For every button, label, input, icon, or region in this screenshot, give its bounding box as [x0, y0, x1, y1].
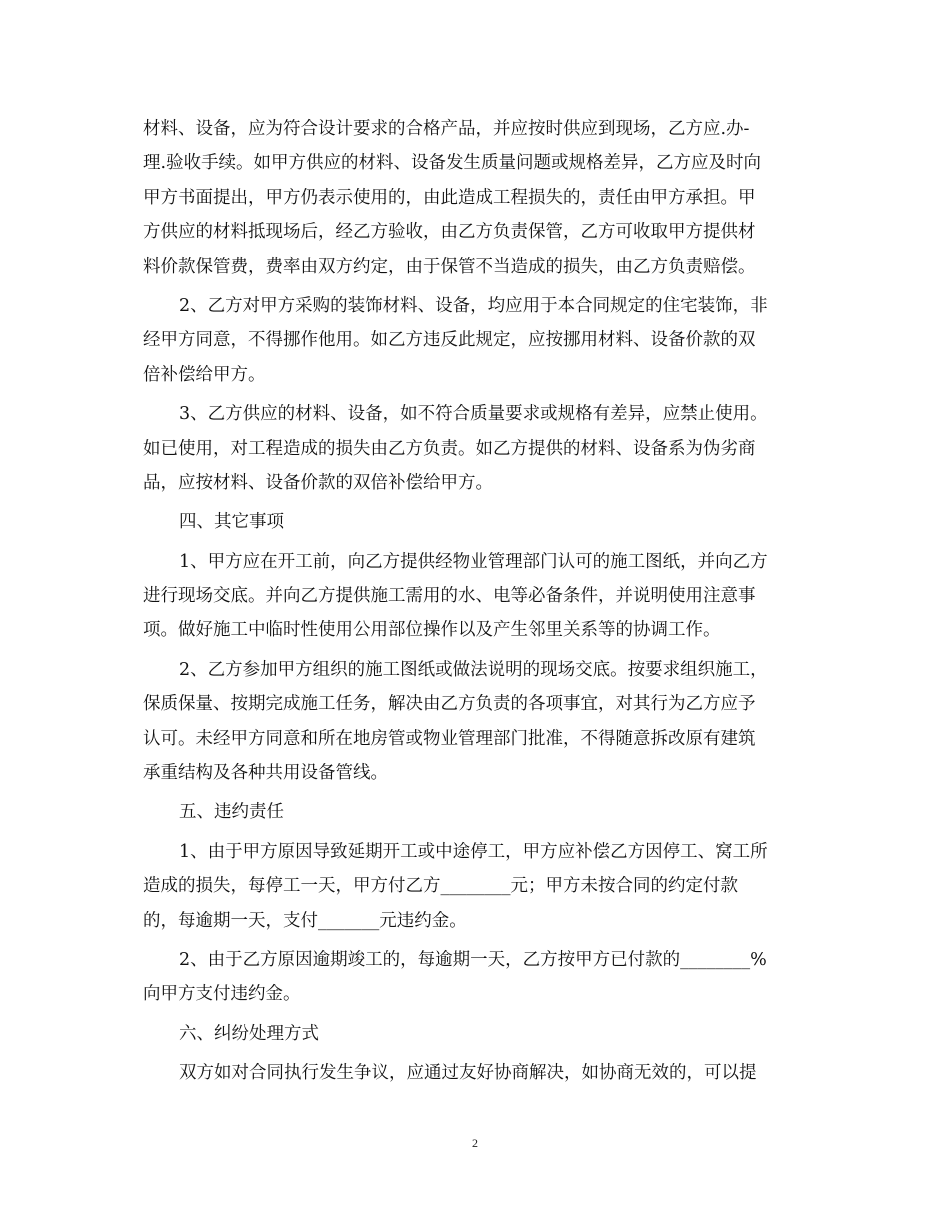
- text-line: 方供应的材料抵现场后，经乙方验收，由乙方负责保管，乙方可收取甲方提供材: [143, 222, 756, 243]
- page-number: 2: [472, 1136, 478, 1150]
- text-line: 向甲方支付违约金。: [143, 984, 301, 1005]
- paragraph-start-line: 1、甲方应在开工前，向乙方提供经物业管理部门认可的施工图纸，并向乙方: [179, 551, 768, 572]
- paragraph-start-line: 2、乙方参加甲方组织的施工图纸或做法说明的现场交底。按要求组织施工，: [179, 659, 768, 680]
- text-line: 甲方书面提出，甲方仍表示使用的，由此造成工程损失的，责任由甲方承担。甲: [143, 187, 756, 208]
- section-heading: 五、违约责任: [179, 802, 284, 823]
- paragraph-start-line: 双方如对合同执行发生争议，应通过友好协商解决，如协商无效的，可以提: [179, 1063, 757, 1084]
- document-body: [143, 112, 811, 1091]
- paragraph-start-line: 3、乙方供应的材料、设备，如不符合质量要求或规格有差异，应禁止使用。: [179, 404, 768, 425]
- paragraph-start-line: 2、乙方对甲方采购的装饰材料、设备，均应用于本合同规定的住宅装饰，非: [179, 295, 768, 316]
- text-line: 如已使用，对工程造成的损失由乙方负责。如乙方提供的材料、设备系为伪劣商: [143, 438, 756, 459]
- paragraph-start-line: 2、由于乙方原因逾期竣工的，每逾期一天，乙方按甲方已付款的________%: [179, 949, 767, 970]
- text-line: 的，每逾期一天，支付_______元违约金。: [143, 910, 467, 931]
- text-line: 造成的损失，每停工一天，甲方付乙方________元；甲方未按合同的约定付款: [143, 876, 738, 897]
- text-line: 认可。未经甲方同意和所在地房管或物业管理部门批准，不得随意拆改原有建筑: [143, 728, 756, 749]
- section-heading: 六、纠纷处理方式: [179, 1023, 319, 1044]
- section-heading: 四、其它事项: [179, 512, 284, 533]
- text-line: 保质保量、按期完成施工任务，解决由乙方负责的各项事宜，对其行为乙方应予: [143, 694, 756, 715]
- text-line: 倍补偿给甲方。: [143, 364, 266, 385]
- text-line: 经甲方同意，不得挪作他用。如乙方违反此规定，应按挪用材料、设备价款的双: [143, 330, 756, 351]
- text-line: 料价款保管费，费率由双方约定，由于保管不当造成的损失，由乙方负责赔偿。: [143, 256, 756, 277]
- text-line: 品，应按材料、设备价款的双倍补偿给甲方。: [143, 472, 493, 493]
- text-line: 理.验收手续。如甲方供应的材料、设备发生质量问题或规格差异，乙方应及时向: [143, 153, 762, 174]
- text-line: 项。做好施工中临时性使用公用部位操作以及产生邻里关系等的协调工作。: [143, 620, 721, 641]
- paragraph-start-line: 1、由于甲方原因导致延期开工或中途停工，甲方应补偿乙方因停工、窝工所: [179, 841, 768, 862]
- text-line: 承重结构及各种共用设备管线。: [143, 763, 388, 784]
- text-line: 进行现场交底。并向乙方提供施工需用的水、电等必备条件，并说明使用注意事: [143, 586, 756, 607]
- text-line: 材料、设备，应为符合设计要求的合格产品，并应按时供应到现场，乙方应.办-: [143, 119, 750, 139]
